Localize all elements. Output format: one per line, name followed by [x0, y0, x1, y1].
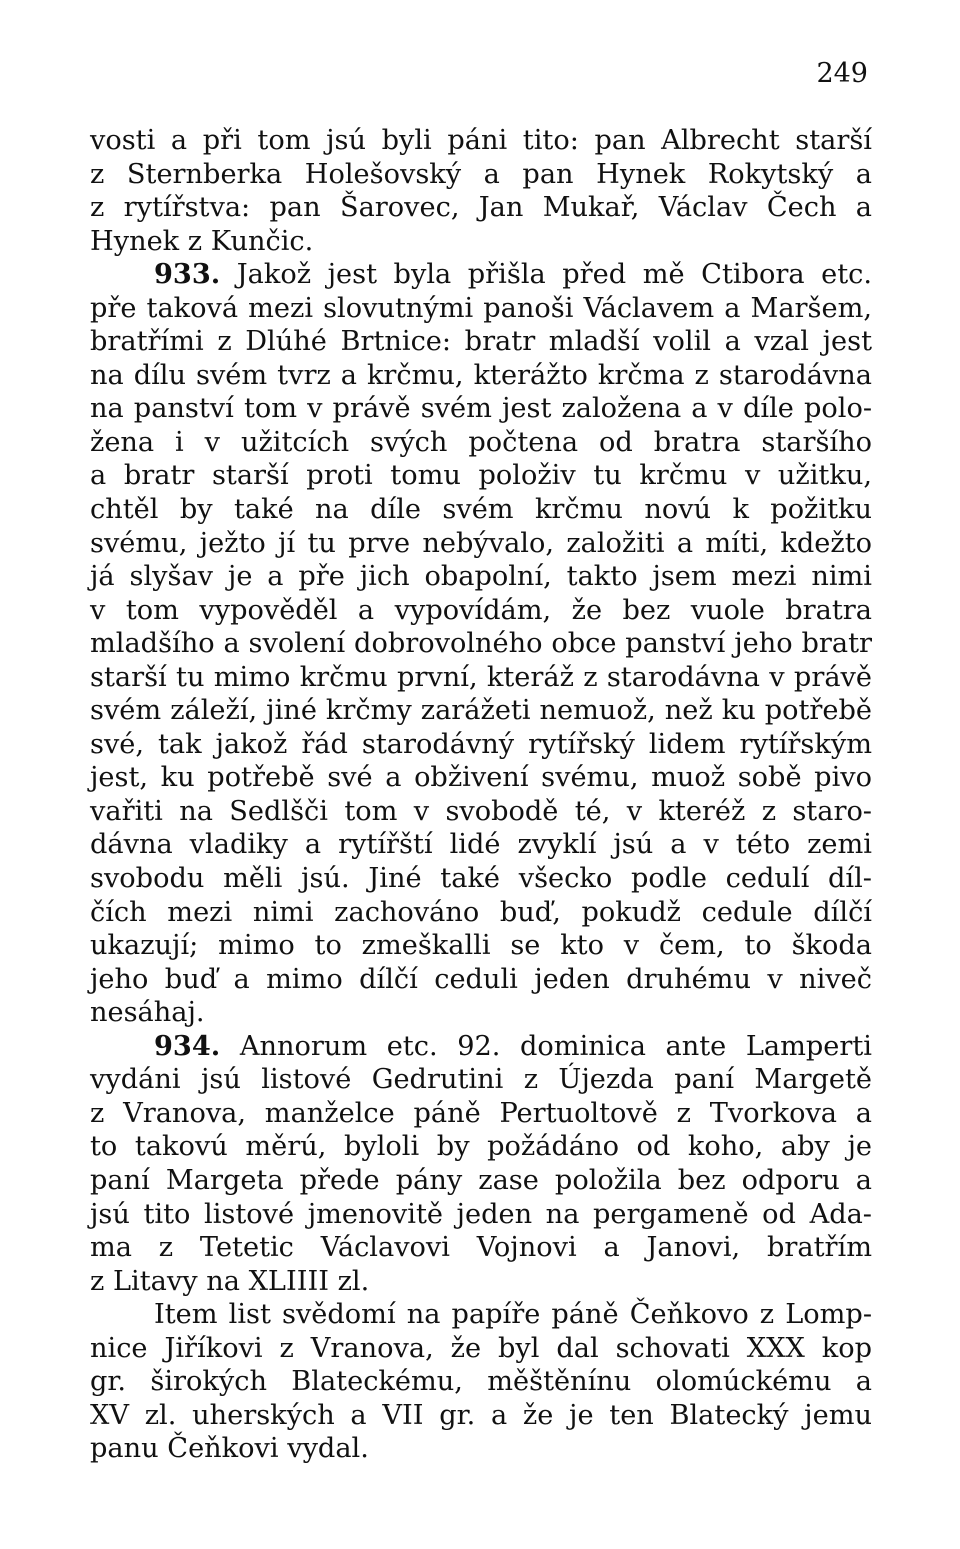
text-line: paní Margeta přede pány zase položila bez odporu a [90, 1164, 872, 1196]
body-text [90, 124, 872, 1466]
text-line: na panství tom v právě svém jest založena a v díle polo- [90, 393, 872, 425]
text-line: nice Jiříkovi z Vranova, že byl dal schovati XXX kop [90, 1332, 872, 1364]
text-line: Hynek z Kunčic. [90, 225, 314, 257]
text-line: XV zl. uherských a VII gr. a že je ten Blatecký jemu [90, 1399, 872, 1431]
text-line: Item list svědomí na papíře páně Čeňkovo z Lomp- [154, 1299, 872, 1331]
text-line: dávna vladiky a rytířští lidé zvyklí jsú a v této zemi [90, 829, 872, 861]
text-line: z rytířstva: pan Šarovec, Jan Mukař, Václav Čech a [90, 192, 872, 224]
text-line: chtěl by také na díle svém krčmu novú k požitku [90, 494, 872, 526]
page-number: 249 [816, 58, 868, 89]
entry-934-text: Annorum etc. 92. dominica ante Lamperti [239, 1030, 872, 1062]
text-line: pře taková mezi slovutnými panoši Václavem a Maršem, [90, 292, 872, 324]
text-line: já slyšav je a pře jich obapolní, takto jsem mezi nimi [90, 561, 872, 593]
text-line: svobodu měli jsú. Jiné také všecko podle cedulí díl- [90, 863, 872, 895]
text-line: z Vranova, manželce páně Pertuoltově z Tvorkova a [90, 1097, 872, 1129]
text-line: své, tak jakož řád starodávný rytířský lidem rytířským [90, 728, 872, 760]
text-line: starší tu mimo krčmu první, kteráž z starodávna v právě [90, 661, 872, 693]
text-line: ma z Tetetic Václavovi Vojnovi a Janovi, bratřím [90, 1232, 872, 1264]
text-line: panu Čeňkovi vydal. [90, 1433, 369, 1465]
text-line: nesáhaj. [90, 997, 205, 1029]
text-line: gr. širokých Blateckému, měštěnínu olomúckému a [90, 1366, 872, 1398]
text-line: vosti a při tom jsú byli páni tito: pan Albrecht starší [90, 125, 872, 156]
text-line: bratřími z Dlúhé Brtnice: bratr mladší volil a vzal jest [90, 326, 872, 358]
text-line: čích mezi nimi zachováno buď, pokudž cedule dílčí [90, 896, 872, 928]
entry-933-text: Jakož jest byla přišla před mě Ctibora etc. [236, 259, 872, 291]
text-line: to takovú měrú, byloli by požádáno od koho, aby je [90, 1131, 872, 1163]
text-line: svému, ježto jí tu prve nebývalo, založiti a míti, kdežto [90, 527, 872, 559]
text-line: vydáni jsú listové Gedrutini z Újezda paní Margetě [90, 1064, 872, 1096]
text-line: ukazují; mimo to zmeškalli se kto v čem, to škoda [90, 930, 872, 962]
text-line: v tom vypověděl a vypovídám, že bez vuole bratra [90, 594, 872, 626]
text-line: a bratr starší proti tomu položiv tu krčmu v užitku, [90, 460, 872, 492]
entry-934-line [90, 1030, 872, 1064]
entry-933-line [90, 258, 872, 292]
text-line: žena i v užitcích svých počtena od bratra staršího [90, 426, 872, 458]
entry-number-933: 933. [154, 258, 221, 291]
text-line: z Litavy na XLIIII zl. [90, 1265, 370, 1297]
text-line: jsú tito listové jmenovitě jeden na pergameně od Ada- [90, 1198, 872, 1230]
text-line: svém záleží, jiné krčmy zarážeti nemuož, než ku potřebě [90, 695, 872, 727]
text-line: jeho buď a mimo dílčí ceduli jeden druhému v niveč [90, 963, 872, 995]
text-line: vařiti na Sedlšči tom v svobodě té, v kteréž z staro- [90, 795, 872, 827]
text-line: na dílu svém tvrz a krčmu, kterážto krčma z starodávna [90, 359, 872, 391]
entry-number-934: 934. [154, 1029, 221, 1062]
text-line: z Sternberka Holešovský a pan Hynek Rokytský a [90, 158, 872, 190]
text-line: mladšího a svolení dobrovolného obce panství jeho bratr [90, 628, 872, 660]
text-line: jest, ku potřebě své a obživení svému, muož sobě pivo [90, 762, 872, 794]
